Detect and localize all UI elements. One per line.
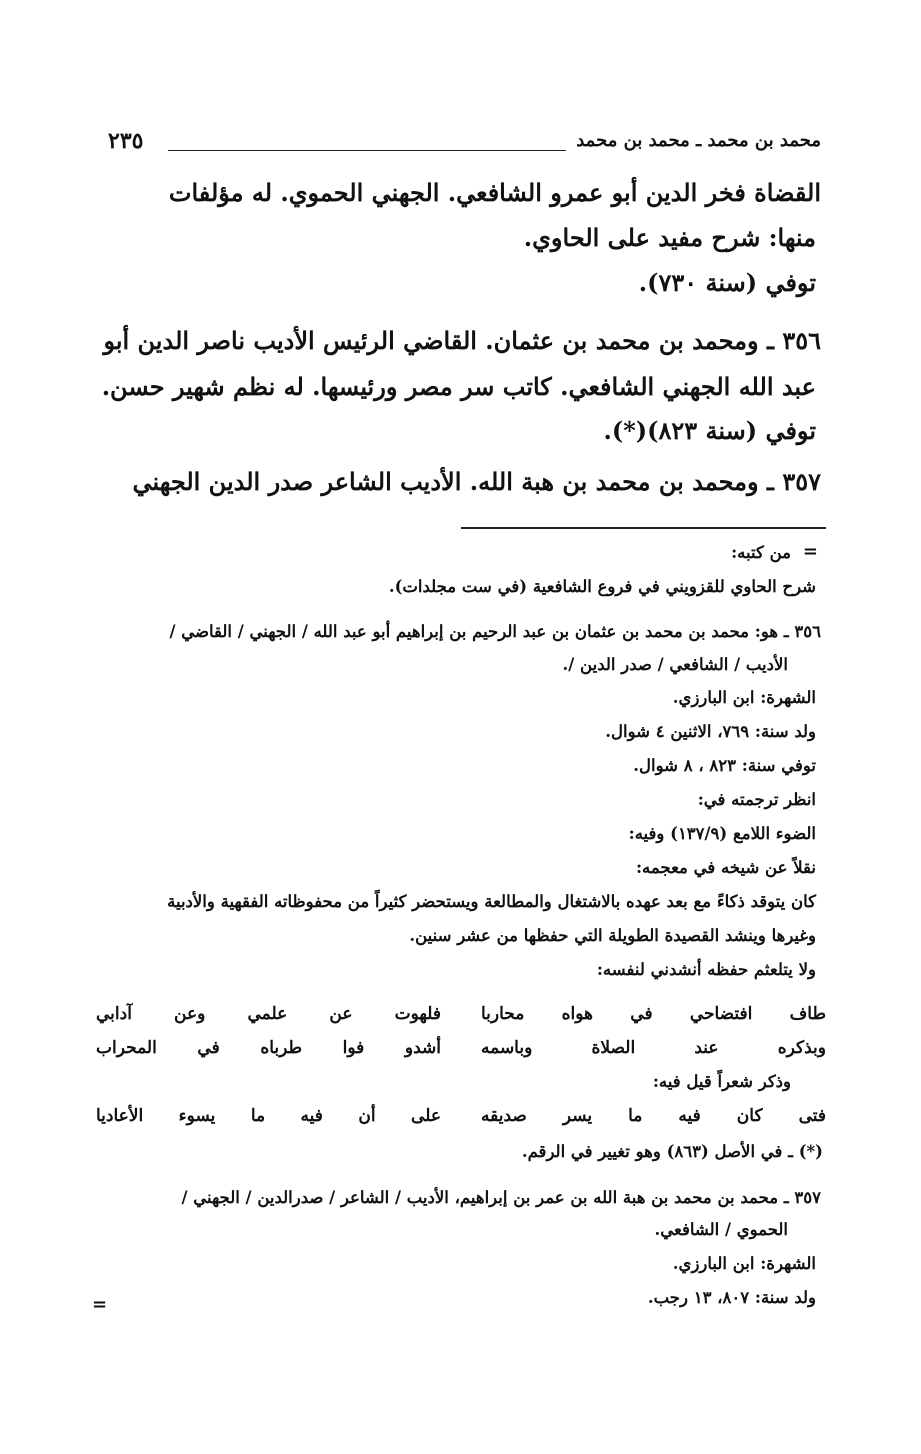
entry-356-heading: ٣٥٦ ـ ومحمد بن محمد بن عثمان. القاضي الرئيس الأديب ناصر الدين أبو [103,326,821,355]
note-line: الضوء اللامع (١٣٧/٩) وفيه: [628,824,816,843]
note-line: الأديب / الشافعي / صدر الدين /. [562,655,788,674]
note-line: توفي سنة: ٨٢٣ ، ٨ شوال. [633,756,816,775]
verse-first-hemistich: وبذكره عند الصلاة وباسمه [481,1038,826,1058]
note-line: انظر ترجمته في: [697,790,816,809]
note-entry-357: ٣٥٧ ـ محمد بن محمد بن هبة الله بن عمر بن إبراهيم، الأديب / الشاعر / صدرالدين / الجهني / [181,1188,821,1207]
note-line: الشهرة: ابن البارزي. [672,1254,816,1273]
page-number: ٢٣٥ [108,128,144,154]
main-text-line: منها: شرح مفيد على الحاوي. [523,223,816,252]
page-header [100,128,821,162]
continuation-marker-end: = [92,1294,108,1315]
note-line: شرح الحاوي للقزويني في فروع الشافعية (في ست مجلدات). [388,577,816,596]
note-line: وغيرها وينشد القصيدة الطويلة التي حفظها من عشر سنين. [409,926,816,945]
verse-second-hemistich: أشدو فوا طرباه في المحراب [96,1038,441,1058]
entry-357-heading: ٣٥٧ ـ ومحمد بن محمد بن هبة الله. الأديب الشاعر صدر الدين الجهني [132,467,821,496]
note-line: نقلاً عن شيخه في معجمه: [635,858,816,877]
main-text-line: توفي (سنة ٧٣٠). [638,268,816,297]
verse-second-hemistich: فلهوت عن علمي وعن آدابي [96,1004,441,1024]
header-rule [168,150,566,151]
note-entry-356: ٣٥٦ ـ هو: محمد بن محمد بن عثمان بن عبد الرحيم بن إبراهيم أبو عبد الله / الجهني / القاضي / [169,622,821,641]
poem-verse [96,1106,826,1136]
note-line: ولد سنة: ٨٠٧، ١٣ رجب. [647,1288,816,1307]
note-line: من كتبه: [731,543,791,562]
main-text-line: عبد الله الجهني الشافعي. كاتب سر مصر ورئيسها. له نظم شهير حسن. [101,372,816,401]
footnote-asterisk: (*) ـ في الأصل (٨٦٣) وهو تغيير في الرقم. [521,1142,823,1161]
note-line: كان يتوقد ذكاءً مع بعد عهده بالاشتغال والمطالعة ويستحضر كثيراً من محفوظاته الفقهية والأدبية [167,892,816,911]
main-text-line: توفي (سنة ٨٢٣)(*). [603,416,816,445]
verse-first-hemistich: طاف افتضاحي في هواه محاربا [481,1004,826,1024]
poem-verse [96,1004,826,1034]
note-line: ولا يتلعثم حفظه أنشدني لنفسه: [596,960,816,979]
note-line: الشهرة: ابن البارزي. [672,688,816,707]
continuation-marker: = [802,541,818,562]
footnote-separator [461,527,826,529]
verse-second-hemistich: على أن فيه ما يسوء الأعاديا [96,1106,441,1126]
running-title: محمد بن محمد ـ محمد بن محمد [576,130,821,151]
poem-verse [96,1038,826,1068]
note-line: الحموي / الشافعي. [654,1220,788,1239]
note-line: ولد سنة: ٧٦٩، الاثنين ٤ شوال. [605,722,816,741]
main-text-line: القضاة فخر الدين أبو عمرو الشافعي. الجهني الحموي. له مؤلفات [168,178,821,207]
verse-first-hemistich: فتى كان فيه ما يسر صديقه [481,1106,826,1126]
note-line: وذكر شعراً قيل فيه: [652,1072,791,1091]
